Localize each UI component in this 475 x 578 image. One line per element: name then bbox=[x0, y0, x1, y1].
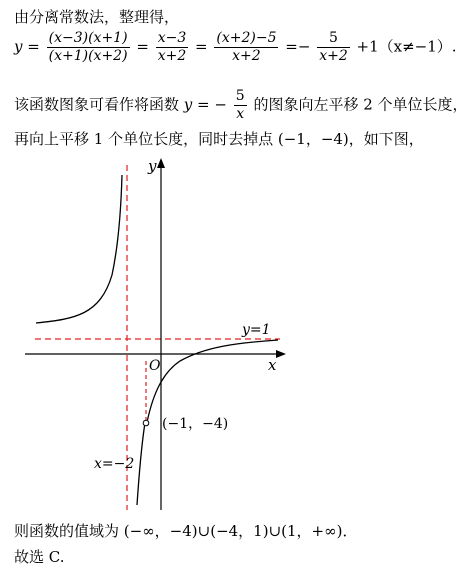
transform-fraction-den: x bbox=[236, 106, 245, 122]
eq-fraction-1-num: (x−3)(x+1) bbox=[48, 30, 128, 46]
origin-label: O bbox=[149, 358, 161, 374]
curve-right-branch-upper bbox=[148, 340, 279, 420]
eq-fraction-3-num: (x+2)−5 bbox=[216, 30, 277, 46]
shift-text: 再向上平移 1 个单位长度，同时去掉点 (−1，−4)，如下图， bbox=[14, 130, 424, 148]
h-asymptote-label: y=1 bbox=[242, 322, 271, 338]
eq-fraction-2-num: x−3 bbox=[157, 30, 187, 46]
removed-point-label: (−1，−4) bbox=[162, 416, 229, 432]
eq-equals-3: = bbox=[195, 37, 208, 56]
y-axis-arrow bbox=[157, 158, 165, 168]
equation-line bbox=[14, 30, 457, 65]
transform-y: y = − bbox=[183, 95, 227, 114]
eq-fraction-4-den: x+2 bbox=[319, 48, 348, 64]
eq-equals-2: = bbox=[136, 37, 149, 56]
v-asymptote-label: x=−2 bbox=[94, 456, 135, 472]
x-axis-label: x bbox=[268, 356, 277, 374]
answer-text: 故选 C. bbox=[14, 548, 65, 566]
curve-left-branch bbox=[36, 175, 122, 323]
transform-post: 的图象向左平移 2 个单位长度， bbox=[253, 95, 468, 114]
transform-fraction bbox=[234, 88, 247, 123]
eq-fraction-1-den: (x+1)(x+2) bbox=[48, 48, 128, 64]
transform-line bbox=[14, 88, 468, 123]
curve-right-branch-lower bbox=[137, 426, 145, 505]
x-axis-arrow bbox=[276, 350, 286, 358]
eq-fraction-1 bbox=[47, 30, 130, 65]
range-text: 则函数的值域为 (−∞，−4)∪(−4，1)∪(1，+∞)． bbox=[14, 522, 358, 540]
eq-fraction-2-den: x+2 bbox=[157, 48, 187, 64]
intro-line bbox=[14, 8, 179, 26]
transform-pre: 该函数图象可看作将函数 bbox=[14, 95, 180, 114]
eq-equals-4: =− bbox=[285, 37, 311, 56]
shift-line bbox=[14, 130, 424, 148]
y-axis-label: y bbox=[148, 157, 157, 175]
answer-line bbox=[14, 548, 64, 566]
transform-fraction-num: 5 bbox=[235, 88, 245, 104]
function-graph bbox=[20, 155, 310, 510]
range-line bbox=[14, 522, 357, 540]
eq-fraction-3-den: x+2 bbox=[232, 48, 261, 64]
eq-tail: +1（x≠−1）. bbox=[356, 37, 457, 56]
eq-fraction-3 bbox=[214, 30, 278, 65]
eq-y: y bbox=[14, 37, 23, 56]
eq-equals-1: = bbox=[27, 37, 40, 56]
eq-fraction-4-num: 5 bbox=[317, 30, 350, 48]
eq-fraction-4 bbox=[317, 30, 350, 65]
eq-fraction-2 bbox=[156, 30, 189, 65]
intro-text: 由分离常数法，整理得， bbox=[14, 8, 180, 26]
removed-point-marker bbox=[143, 420, 149, 426]
